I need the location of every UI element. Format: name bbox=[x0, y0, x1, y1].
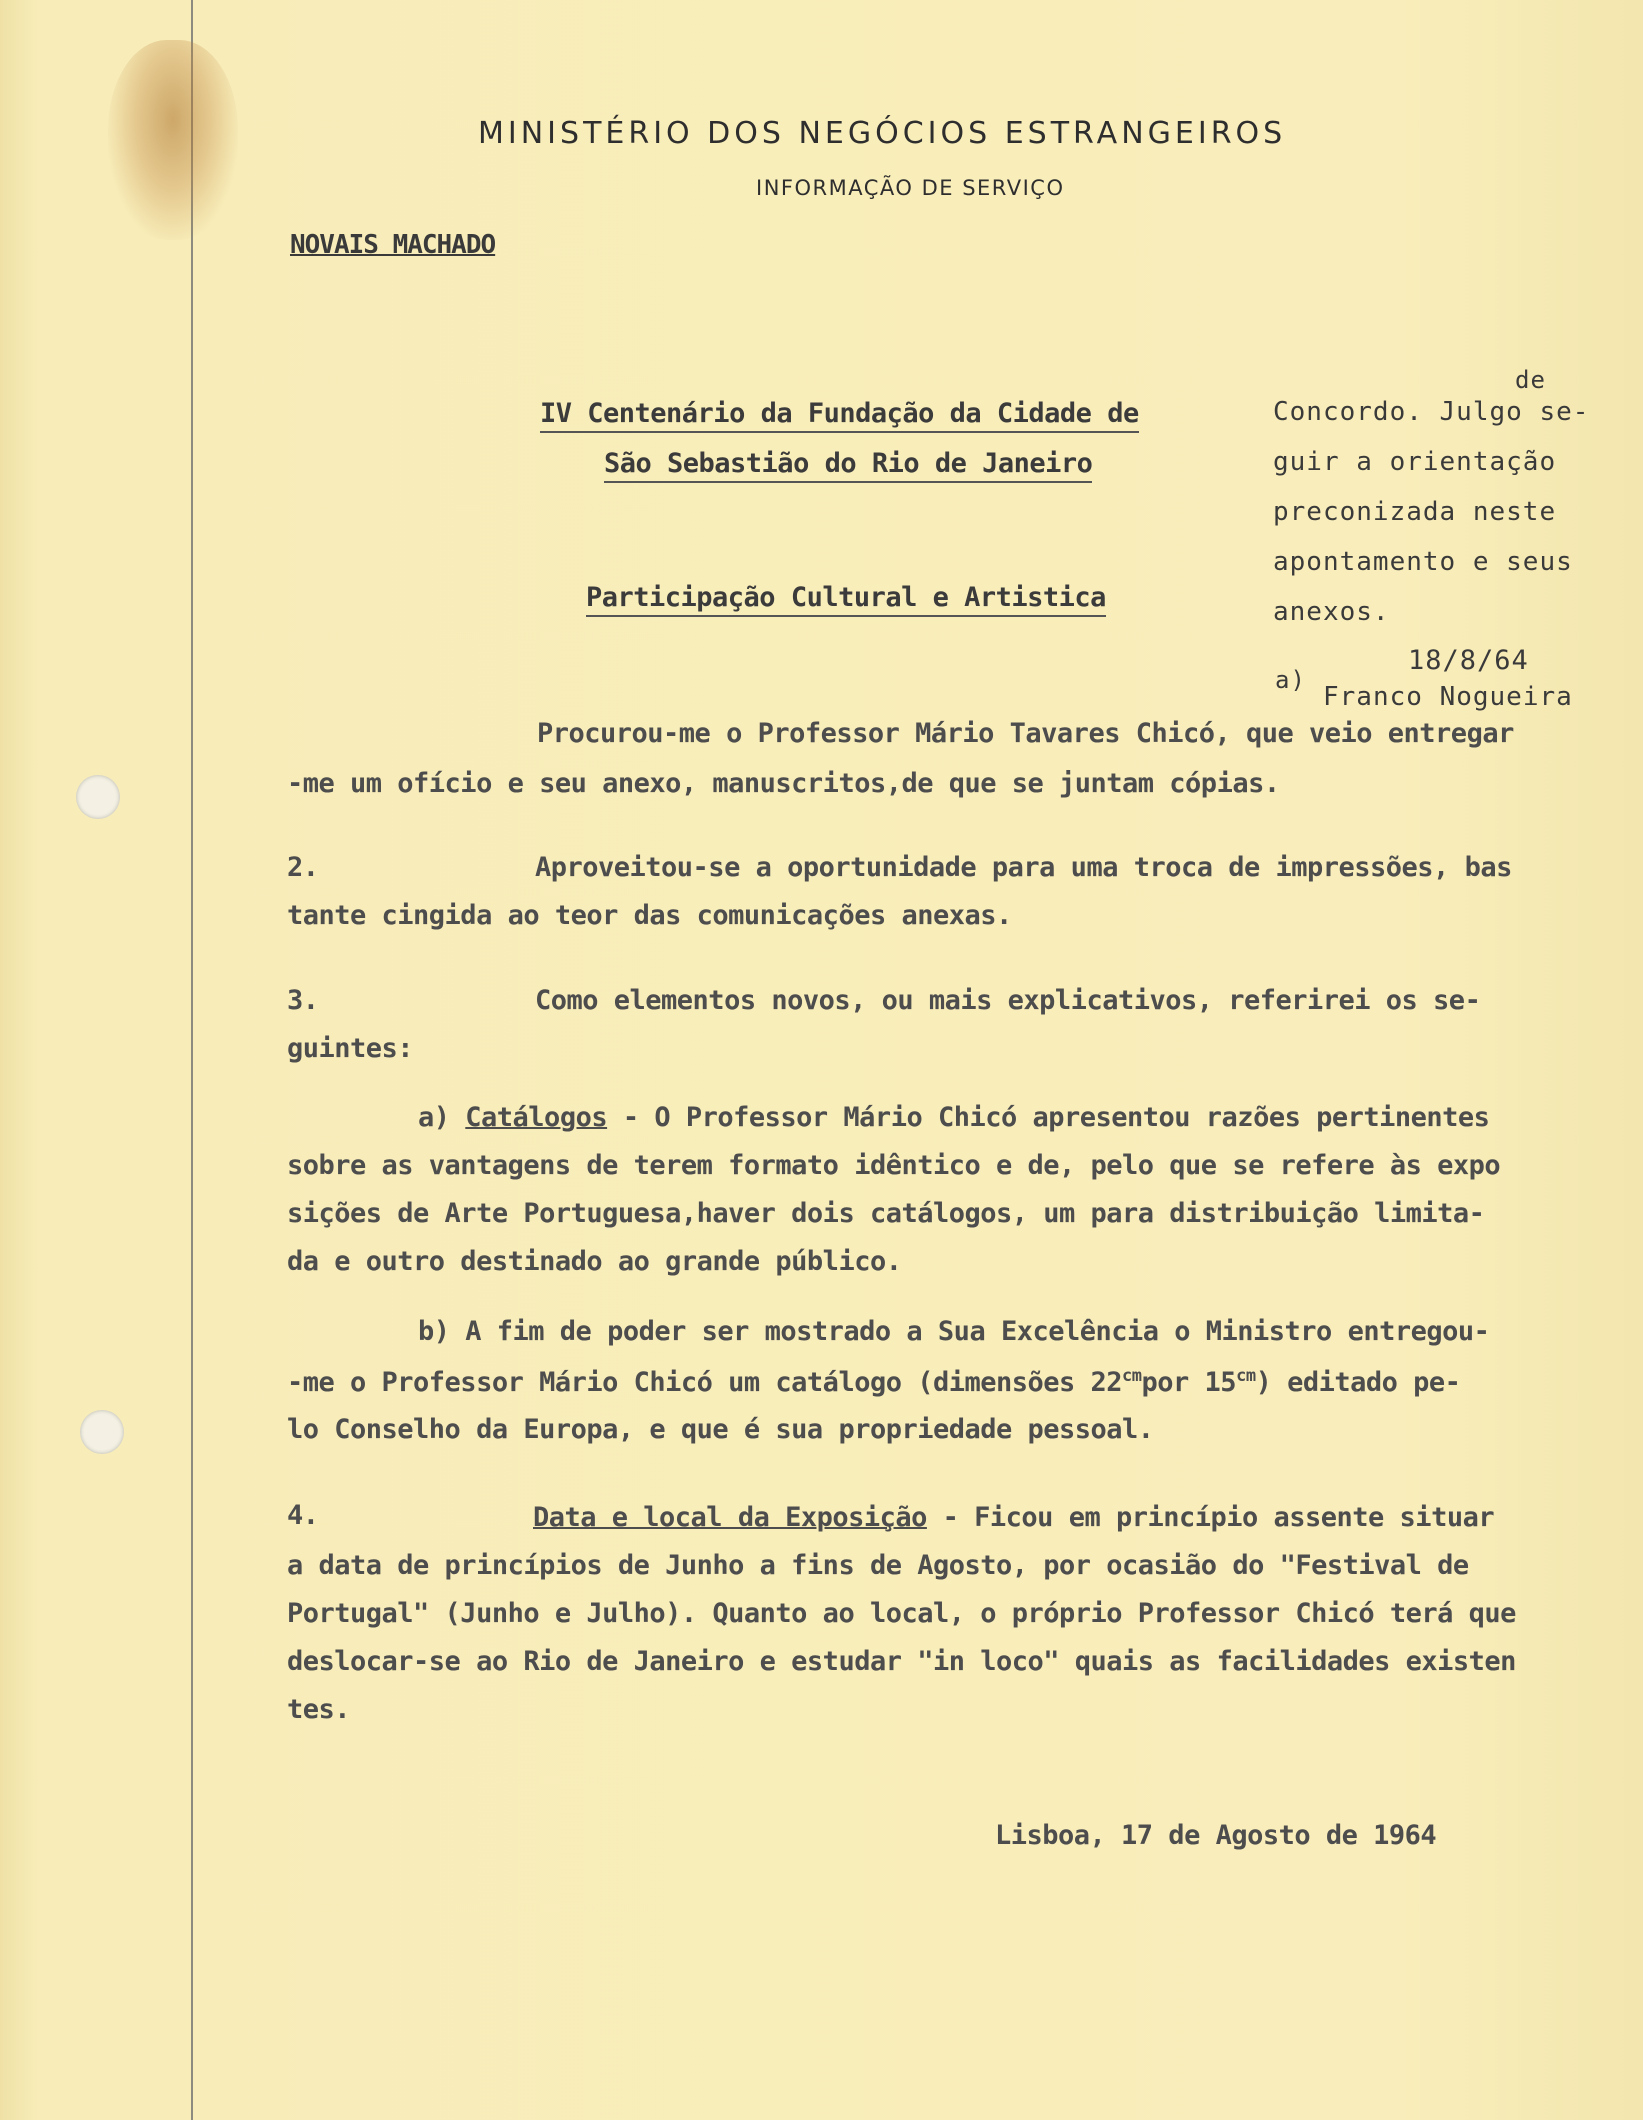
item-a-line-3: sições de Arte Portuguesa,haver dois catálogos, um para distribuição limita- bbox=[287, 1198, 1485, 1229]
p1-line-2: -me um ofício e seu anexo, manuscritos,de que se juntam cópias. bbox=[287, 768, 1280, 799]
item-b-line-1: b) A fim de poder ser mostrado a Sua Excelência o Ministro entregou- bbox=[418, 1316, 1490, 1347]
title-line-3: Participação Cultural e Artistica bbox=[586, 582, 1106, 617]
p4-line-1-rest: - Ficou em princípio assente situar bbox=[926, 1502, 1495, 1533]
p4-heading: Data e local da Exposição bbox=[533, 1502, 927, 1533]
p4-number: 4. bbox=[287, 1500, 319, 1531]
item-a-line-4: da e outro destinado ao grande público. bbox=[287, 1246, 902, 1277]
item-b-line-2-c: ) editado pe- bbox=[1255, 1367, 1461, 1398]
note-line-1: Concordo. Julgo se- bbox=[1273, 397, 1590, 427]
item-b-line-2 bbox=[287, 1366, 1460, 1398]
p2-line-1: Aproveitou-se a oportunidade para uma troca de impressões, bas bbox=[535, 852, 1512, 883]
margin-rule bbox=[191, 0, 193, 2120]
note-line-2: guir a orientação bbox=[1273, 447, 1557, 477]
author-name: NOVAIS MACHADO bbox=[290, 230, 496, 260]
service-subheader: INFORMAÇÃO DE SERVIÇO bbox=[756, 176, 1065, 200]
p3-number: 3. bbox=[287, 985, 319, 1016]
item-a-line-1-rest: - O Professor Mário Chicó apresentou razões pertinentes bbox=[607, 1102, 1490, 1133]
p3-line-2: guintes: bbox=[287, 1033, 414, 1064]
unit-cm-1: cm bbox=[1122, 1366, 1142, 1386]
p4-line-2: a data de princípios de Junho a fins de Agosto, por ocasião do "Festival de bbox=[287, 1550, 1469, 1581]
note-line-3: preconizada neste bbox=[1273, 497, 1557, 527]
note-insert: de bbox=[1515, 366, 1546, 394]
place-and-date: Lisboa, 17 de Agosto de 1964 bbox=[995, 1820, 1437, 1851]
p2-line-2: tante cingida ao teor das comunicações anexas. bbox=[287, 900, 1012, 931]
punch-hole-bottom bbox=[80, 1410, 124, 1454]
unit-cm-2: cm bbox=[1236, 1366, 1256, 1386]
item-a-heading: Catálogos bbox=[465, 1102, 608, 1133]
ministry-header: MINISTÉRIO DOS NEGÓCIOS ESTRANGEIROS bbox=[478, 116, 1287, 151]
punch-hole-top bbox=[76, 775, 120, 819]
p3-line-1: Como elementos novos, ou mais explicativos, referirei os se- bbox=[535, 985, 1481, 1016]
title-line-2: São Sebastião do Rio de Janeiro bbox=[604, 448, 1092, 483]
note-date: 18/8/64 bbox=[1408, 645, 1529, 676]
item-b-line-2-b: por 15 bbox=[1141, 1367, 1237, 1398]
item-a-prefix: a) bbox=[418, 1102, 466, 1133]
p1-line-1: Procurou-me o Professor Mário Tavares Chicó, que veio entregar bbox=[537, 718, 1514, 749]
item-a-line-2: sobre as vantagens de terem formato idêntico e de, pelo que se refere às expo bbox=[287, 1150, 1501, 1181]
p4-line-4: deslocar-se ao Rio de Janeiro e estudar "in loco" quais as facilidades existen bbox=[287, 1646, 1516, 1677]
note-sig-prefix: a) bbox=[1275, 666, 1306, 694]
p4-line-1 bbox=[533, 1502, 1494, 1533]
item-b-line-2-a: -me o Professor Mário Chicó um catálogo (dimensões 22 bbox=[287, 1367, 1123, 1398]
item-b-line-3: lo Conselho da Europa, e que é sua propriedade pessoal. bbox=[287, 1414, 1154, 1445]
rust-stain bbox=[108, 40, 238, 240]
item-a-line-1 bbox=[418, 1102, 1489, 1133]
note-signature: Franco Nogueira bbox=[1323, 682, 1573, 712]
p4-line-5: tes. bbox=[287, 1694, 351, 1725]
note-line-5: anexos. bbox=[1273, 597, 1390, 627]
p2-number: 2. bbox=[287, 852, 319, 883]
p4-line-3: Portugal" (Junho e Julho). Quanto ao local, o próprio Professor Chicó terá que bbox=[287, 1598, 1516, 1629]
note-line-4: apontamento e seus bbox=[1273, 547, 1573, 577]
title-line-1: IV Centenário da Fundação da Cidade de bbox=[540, 398, 1139, 433]
